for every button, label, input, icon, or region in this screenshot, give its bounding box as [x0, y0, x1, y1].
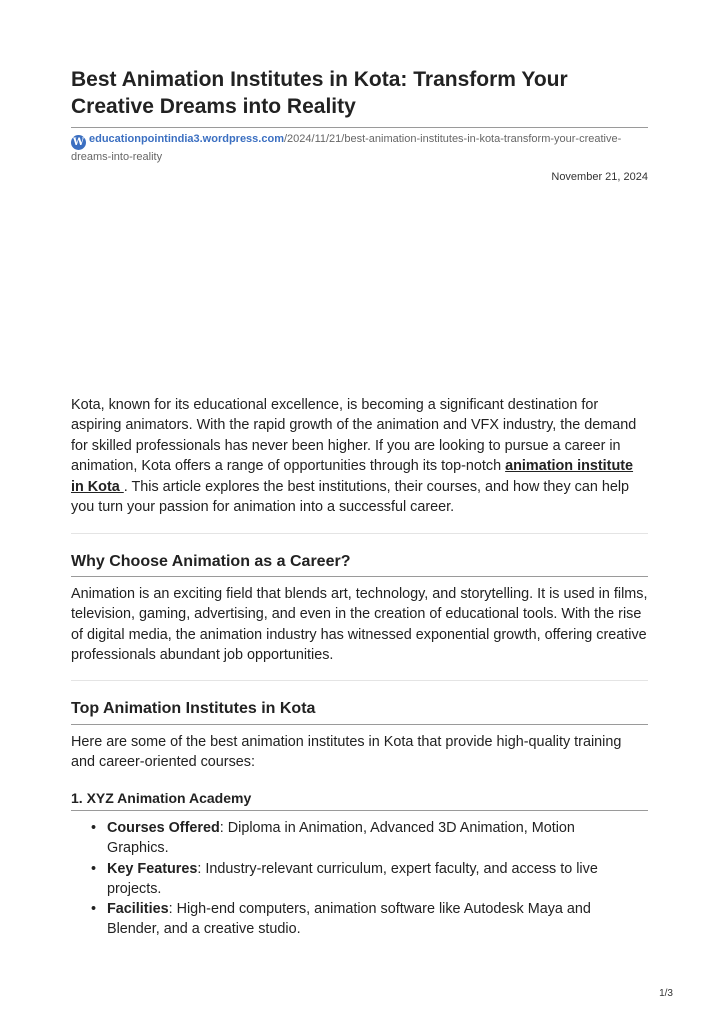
- source-path-line1: /2024/11/21/best-animation-institutes-in-kota-transform-your-creative-: [283, 133, 622, 145]
- feature-text: : Industry-relevant curriculum, expert faculty, and access to live projects.: [107, 860, 598, 897]
- section-separator: [71, 533, 648, 534]
- institute-heading-underline: [71, 810, 648, 811]
- feature-label: Courses Offered: [107, 820, 220, 836]
- source-url[interactable]: [71, 132, 648, 165]
- bullet-icon: •: [91, 860, 97, 877]
- bullet-icon: •: [91, 820, 97, 836]
- wordpress-icon: W: [72, 137, 85, 148]
- source-path-line2: dreams-into-reality: [71, 151, 163, 163]
- animation-institute-link[interactable]: animation institute in Kota: [71, 458, 634, 495]
- section-heading-underline: [71, 576, 648, 577]
- top-institutes-paragraph: Here are some of the best animation institutes in Kota that provide high-quality training and career-oriented courses:: [71, 734, 622, 771]
- feature-text: : High-end computers, animation software like Autodesk Maya and Blender, and a creative studio.: [107, 901, 591, 938]
- page-number: 1/3: [659, 988, 673, 999]
- bullet-icon: •: [91, 901, 97, 918]
- list-item: [91, 859, 631, 900]
- list-item: [91, 899, 631, 940]
- intro-text-start: Kota, known for its educational excellence, is becoming a significant destination for aspiring animators. With the rapid growth of the animation and VFX industry, the demand for skilled professionals has never been higher. If you are looking to pursue a career in animation, Kota offers a range of opportunities through its top-notch: [71, 397, 637, 475]
- institute-feature-list: [91, 818, 631, 940]
- feature-label: Key Features: [107, 860, 198, 877]
- intro-text-end: . This article explores the best institutions, their courses, and how they can help you turn your passion for animation into a successful career.: [71, 478, 630, 516]
- section-heading-top-institutes: Top Animation Institutes in Kota: [71, 700, 316, 717]
- intro-paragraph: [71, 395, 648, 517]
- article-title: Best Animation Institutes in Kota: Transform Your Creative Dreams into Reality: [71, 68, 568, 118]
- section-heading-why-animation: Why Choose Animation as a Career?: [71, 553, 351, 570]
- feature-text: : Diploma in Animation, Advanced 3D Animation, Motion Graphics.: [107, 820, 575, 857]
- title-divider: [71, 127, 648, 128]
- publish-date: November 21, 2024: [551, 171, 648, 183]
- source-domain: educationpointindia3.wordpress.com: [89, 133, 284, 145]
- section-heading-underline: [71, 724, 648, 725]
- institute-heading: 1. XYZ Animation Academy: [71, 790, 252, 806]
- section-separator: [71, 680, 648, 681]
- feature-label: Facilities: [107, 901, 169, 918]
- why-animation-paragraph: Animation is an exciting field that blends art, technology, and storytelling. It is used in films, television, gaming, advertising, and even in the creation of educational tools. With the rise of digital media, the animation industry has witnessed exponential growth, offering creative professionals abundant job opportunities.: [71, 586, 648, 664]
- list-item: [91, 818, 631, 859]
